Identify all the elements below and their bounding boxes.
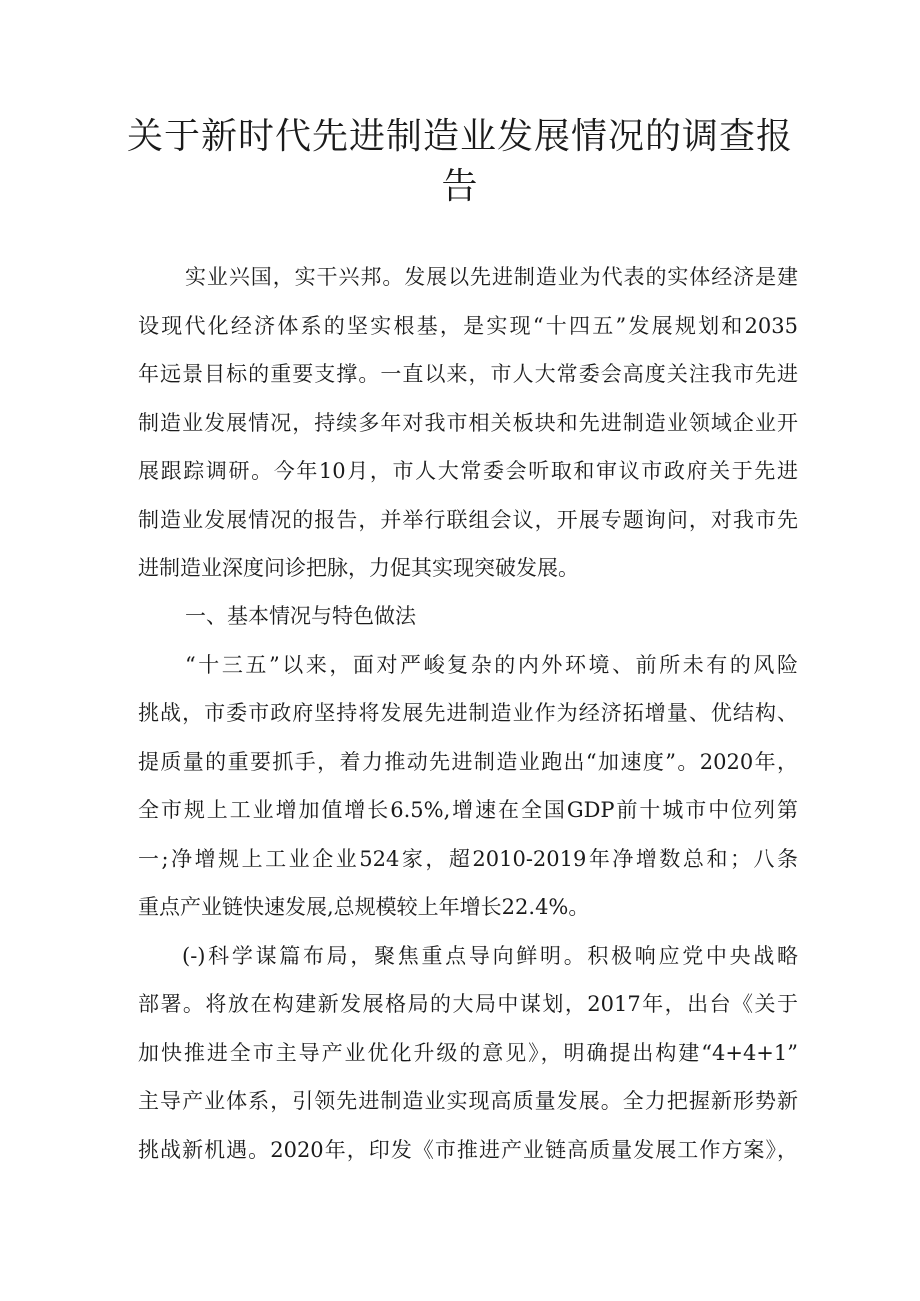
document-title-line-1: 关于新时代先进制造业发展情况的调查报 [126,116,793,157]
paragraph-1-line-3: 年远景目标的重要支撑。一直以来，市人大常委会高度关注我市先进 [138,362,798,386]
paragraph-1-line-4: 制造业发展情况，持续多年对我市相关板块和先进制造业领域企业开 [138,411,798,435]
paragraph-1-line-7: 进制造业深度问诊把脉，力促其实现突破发展。 [138,556,579,580]
paragraph-1-line-5: 展跟踪调研。今年10月，市人大常委会听取和审议市政府关于先进 [138,459,798,483]
paragraph-3-line-1: (-)科学谋篇布局，聚焦重点导向鲜明。积极响应党中央战略 [182,944,798,968]
paragraph-1-line-6: 制造业发展情况的报告，并举行联组会议，开展专题询问，对我市先 [138,508,798,532]
paragraph-3-line-3: 加快推进全市主导产业优化升级的意见》，明确提出构建“4+4+1” [138,1041,798,1065]
section-heading-1: 一、基本情况与特色做法 [185,604,416,628]
paragraph-1-line-1: 实业兴国，实干兴邦。发展以先进制造业为代表的实体经济是建 [185,265,798,289]
document-title-line-2: 告 [441,166,479,207]
paragraph-2-line-1: “十三五”以来，面对严峻复杂的内外环境、前所未有的风险 [185,653,798,677]
paragraph-3-line-5: 挑战新机遇。2020年，印发《市推进产业链高质量发展工作方案》， [138,1138,798,1162]
paragraph-3-line-2: 部署。将放在构建新发展格局的大局中谋划，2017年，出台《关于 [138,992,798,1016]
paragraph-3-line-4: 主导产业体系，引领先进制造业实现高质量发展。全力把握新形势新 [138,1089,798,1113]
paragraph-2-line-6: 重点产业链快速发展,总规模较上年增长22.4%。 [138,895,590,919]
paragraph-2-line-2: 挑战，市委市政府坚持将发展先进制造业作为经济拓增量、优结构、 [138,701,798,725]
paragraph-1-line-2: 设现代化经济体系的坚实根基，是实现“十四五”发展规划和2035 [138,314,798,338]
paragraph-2-line-3: 提质量的重要抓手，着力推动先进制造业跑出“加速度”。2020年， [138,750,798,774]
paragraph-2-line-4: 全市规上工业增加值增长6.5%,增速在全国GDP前十城市中位列第 [138,798,798,822]
paragraph-2-line-5: 一;净增规上工业企业524家，超2010-2019年净增数总和；八条 [138,847,798,871]
